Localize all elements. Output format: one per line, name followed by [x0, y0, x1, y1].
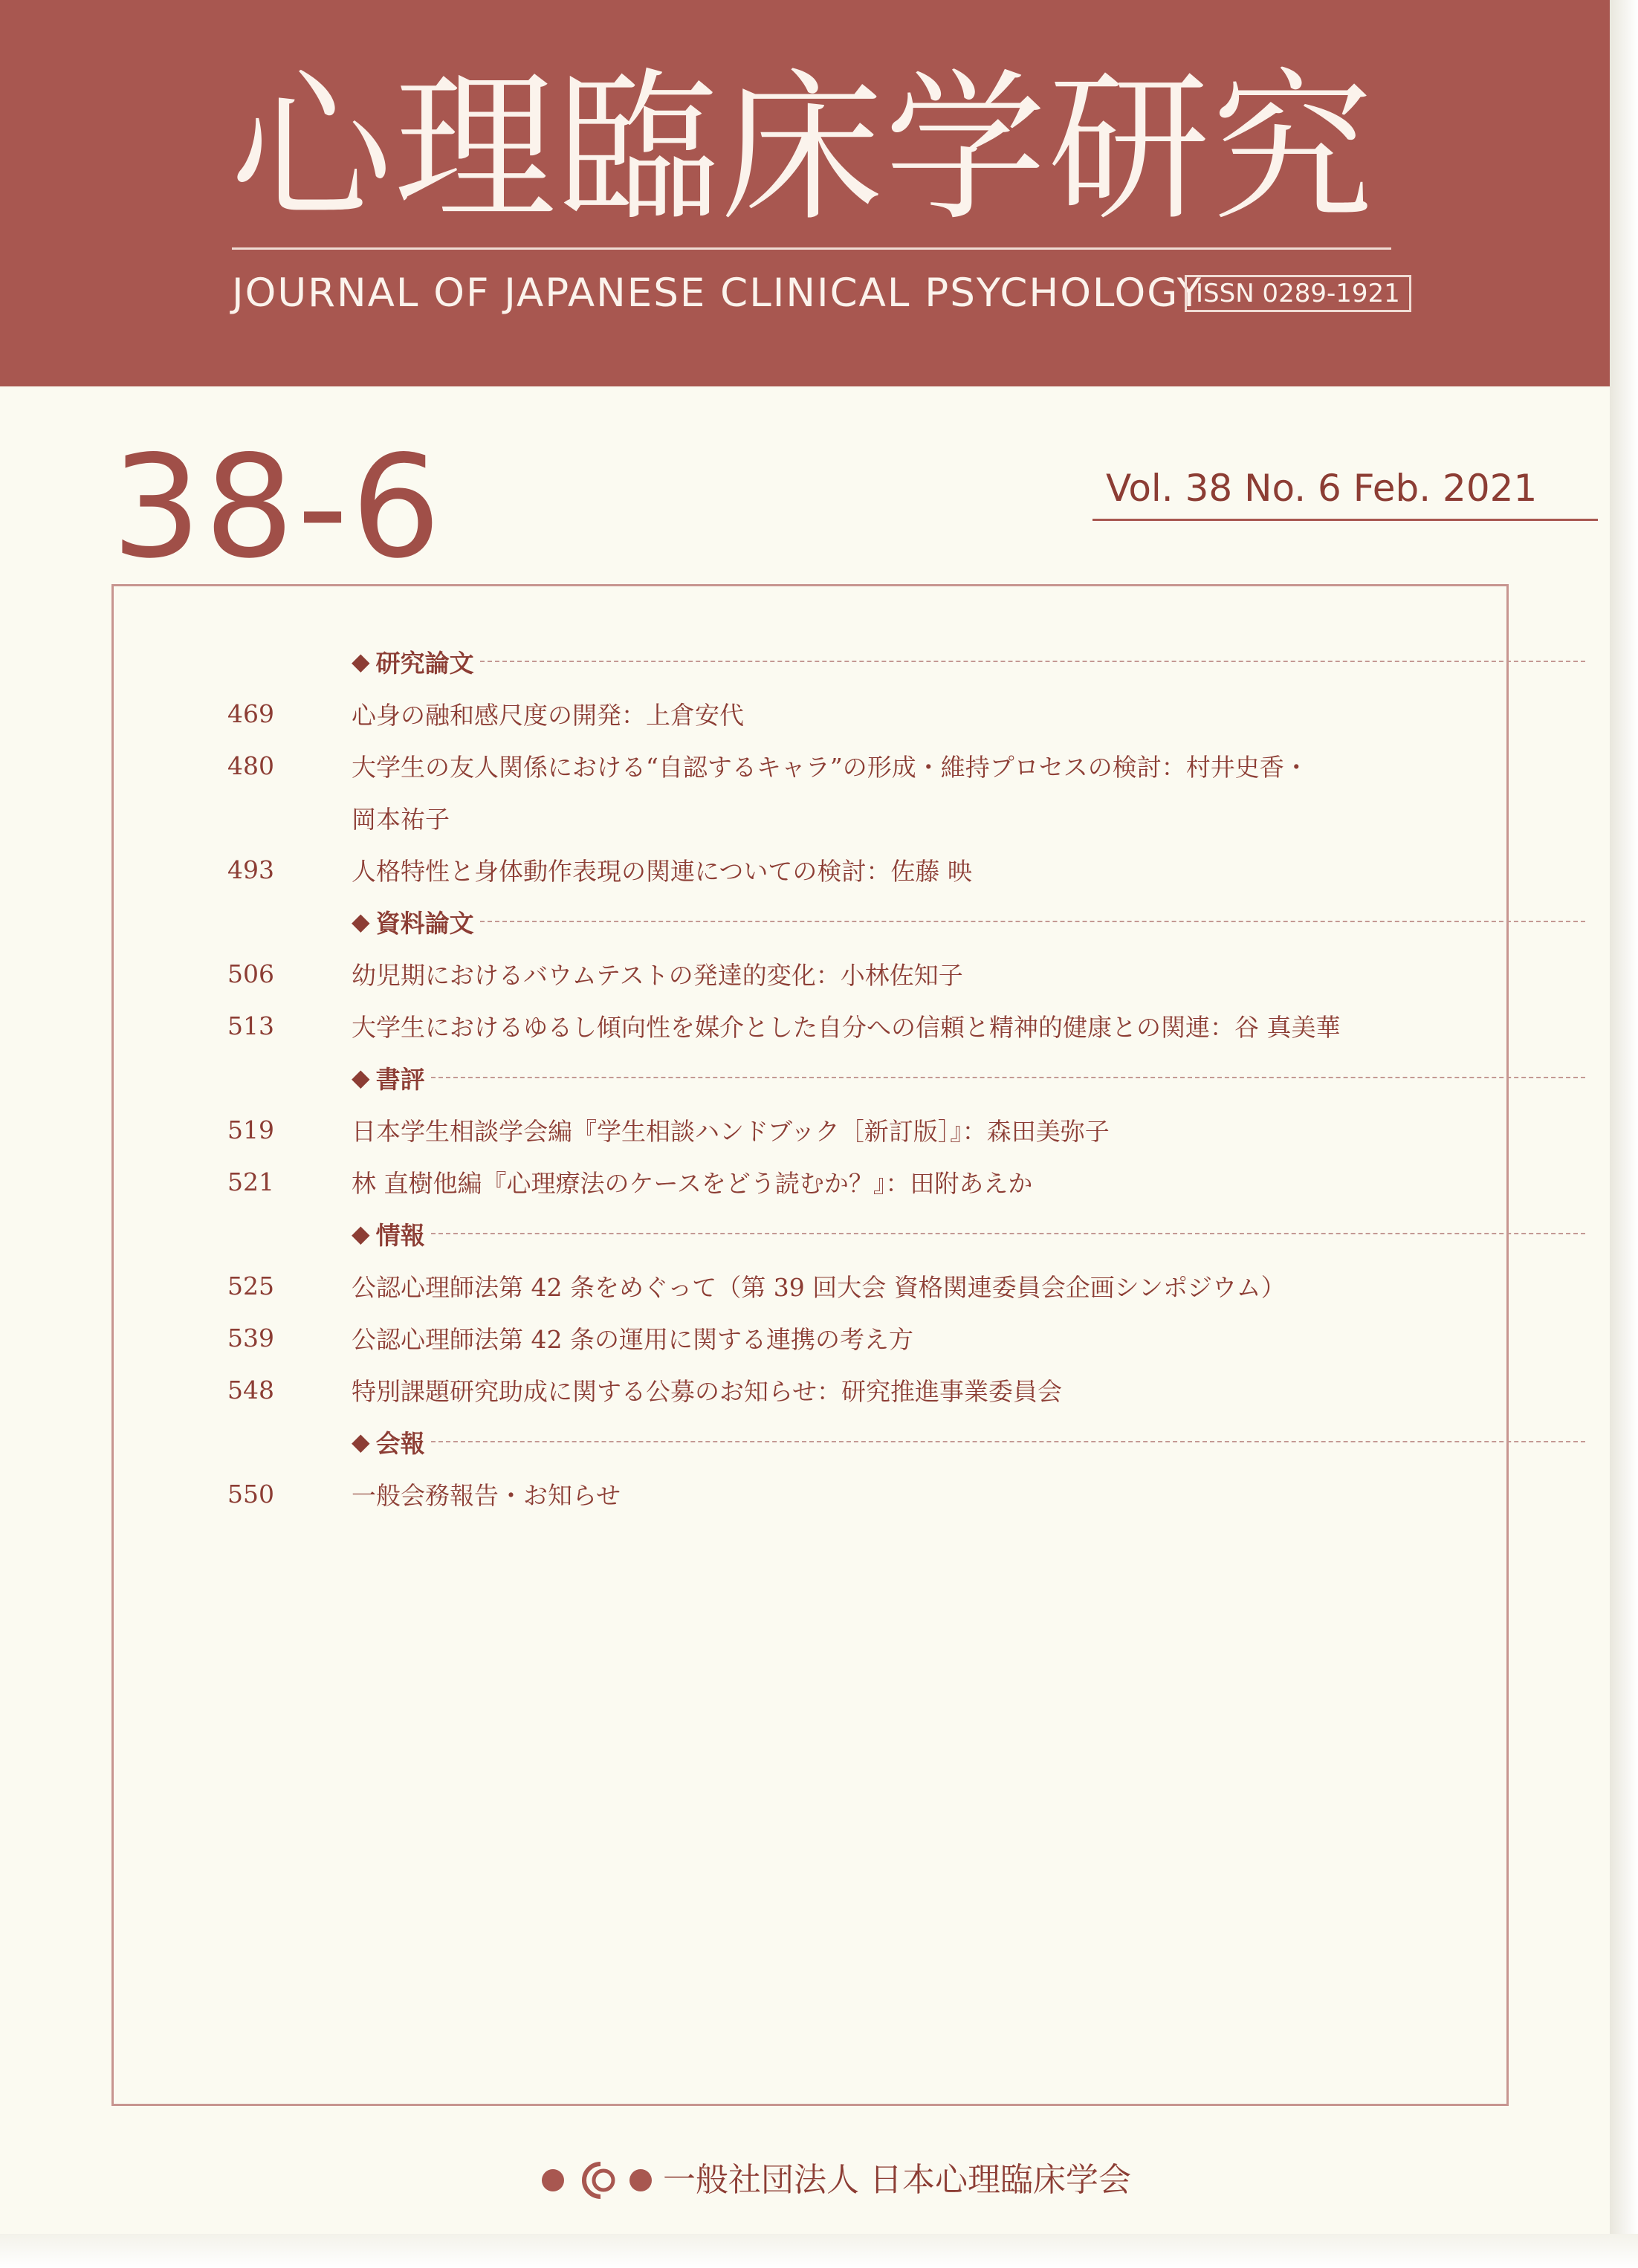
- issue-rule: [1092, 519, 1598, 521]
- page-number: 506: [227, 959, 274, 988]
- diamond-icon: ◆: [352, 1219, 370, 1248]
- entry-title-continued: 岡本祐子: [352, 804, 450, 834]
- page-number: 521: [227, 1167, 274, 1196]
- toc-section-materials: [352, 901, 1585, 942]
- cover-header: [0, 0, 1610, 386]
- section-label: 情報: [375, 1220, 425, 1250]
- issue-number: 38-6: [111, 425, 444, 589]
- toc-section-reviews: [352, 1057, 1585, 1098]
- page-number: 469: [227, 699, 274, 728]
- toc-section-society-news: [352, 1421, 1585, 1462]
- section-divider: [480, 921, 1585, 922]
- page-number: 519: [227, 1115, 274, 1144]
- section-divider: [431, 1441, 1585, 1442]
- entry-title: 日本学生相談学会編『学生相談ハンドブック［新訂版］』：森田美弥子: [352, 1116, 1110, 1146]
- section-divider: [431, 1077, 1585, 1078]
- entry-title: 特別課題研究助成に関する公募のお知らせ：研究推進事業委員会: [352, 1376, 1063, 1406]
- page-number: 550: [227, 1479, 274, 1509]
- section-divider: [431, 1233, 1585, 1234]
- entry-title: 公認心理師法第 42 条をめぐって（第 39 回大会 資格関連委員会企画シンポジウム）: [352, 1272, 1286, 1302]
- entry-title: 公認心理師法第 42 条の運用に関する連携の考え方: [352, 1324, 913, 1354]
- entry-title: 心身の融和感尺度の開発：上倉安代: [352, 700, 744, 730]
- page-bottom-edge: [0, 2234, 1638, 2268]
- entry-title: 人格特性と身体動作表現の関連についての検討：佐藤 映: [352, 856, 972, 886]
- issue-info: Vol. 38 No. 6 Feb. 2021: [1106, 467, 1538, 510]
- society-logo-icon: [538, 2160, 664, 2201]
- section-divider: [480, 661, 1585, 662]
- entry-title: 幼児期におけるバウムテストの発達的変化：小林佐知子: [352, 960, 963, 990]
- page-number: 493: [227, 855, 274, 884]
- page-number: 525: [227, 1271, 274, 1300]
- diamond-icon: ◆: [352, 907, 370, 936]
- journal-title: 心理臨床学研究: [230, 55, 1375, 243]
- page-number: 513: [227, 1011, 274, 1040]
- publisher-name: 一般社団法人 日本心理臨床学会: [663, 2161, 1131, 2199]
- diamond-icon: ◆: [352, 1428, 370, 1456]
- diamond-icon: ◆: [352, 647, 370, 675]
- entry-title: 大学生の友人関係における“自認するキャラ”の形成・維持プロセスの検討：村井史香・: [352, 752, 1309, 782]
- toc-section-research: [352, 641, 1585, 682]
- page-number: 548: [227, 1375, 274, 1404]
- entry-title: 大学生におけるゆるし傾向性を媒介とした自分への信頼と精神的健康との関連：谷 真美華: [352, 1012, 1341, 1042]
- section-label: 書評: [375, 1064, 425, 1094]
- page-edge: [1610, 0, 1638, 2268]
- section-label: 研究論文: [375, 648, 474, 678]
- entry-title: 林 直樹他編『心理療法のケースをどう読むか？』：田附あえか: [352, 1168, 1033, 1198]
- diamond-icon: ◆: [352, 1063, 370, 1092]
- section-label: 会報: [375, 1428, 425, 1458]
- page-number: 539: [227, 1323, 274, 1352]
- issn-badge: ISSN 0289-1921: [1185, 275, 1411, 312]
- title-rule: [232, 247, 1391, 250]
- entry-title: 一般会務報告・お知らせ: [352, 1480, 621, 1510]
- journal-subtitle: JOURNAL OF JAPANESE CLINICAL PSYCHOLOGY: [232, 270, 1203, 316]
- page-number: 480: [227, 751, 274, 780]
- toc-section-information: [352, 1213, 1585, 1254]
- table-of-contents: [111, 584, 1509, 2106]
- section-label: 資料論文: [375, 908, 474, 938]
